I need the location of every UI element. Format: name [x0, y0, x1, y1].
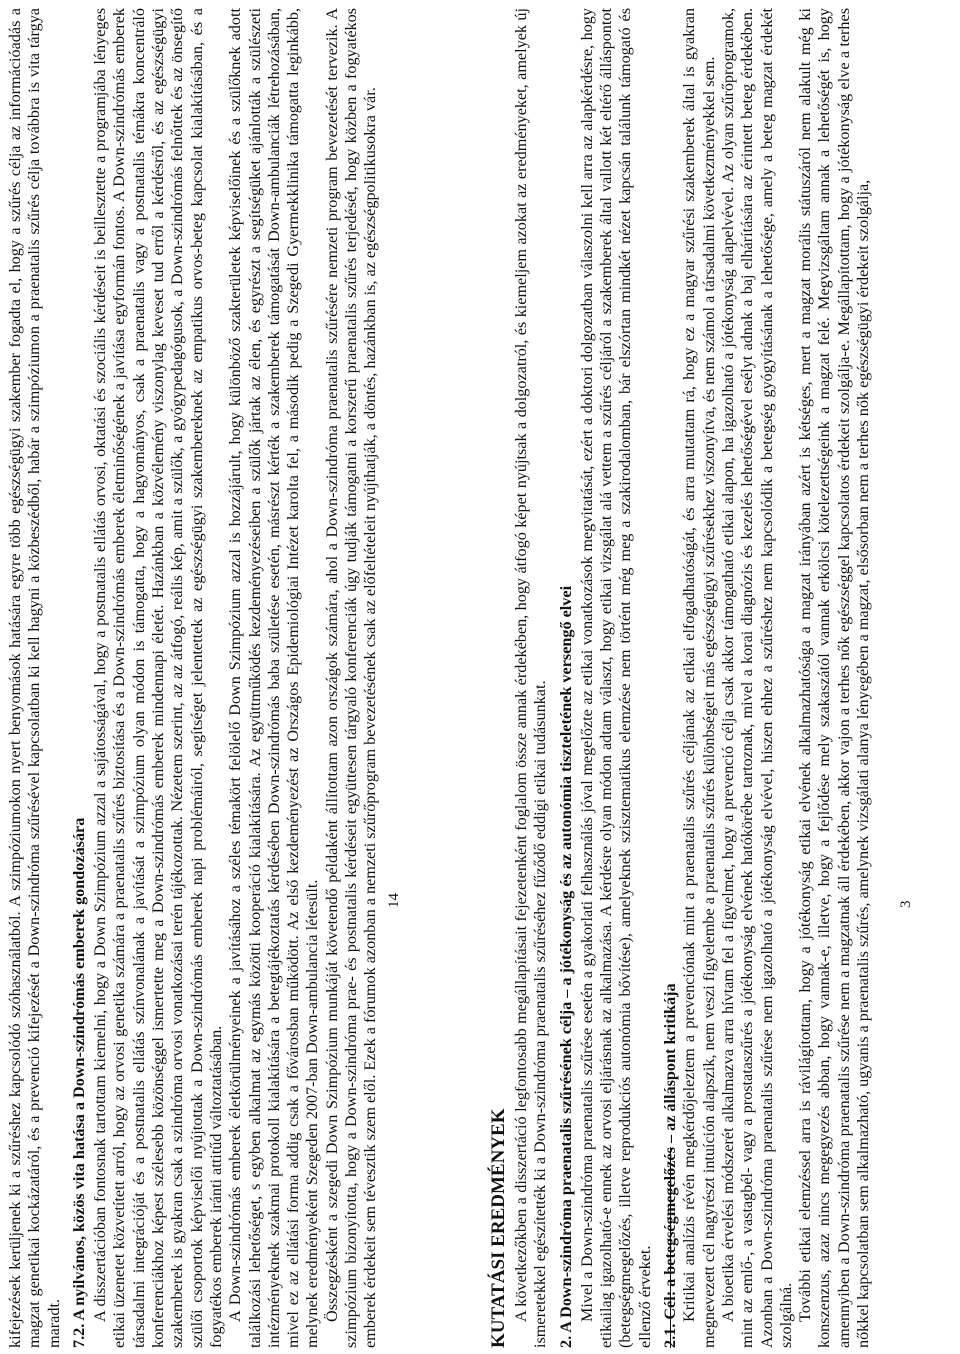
- section-heading-7-2: 7.2. A nyilvános, közös vita hatása a Down-szindrómás emberek gondozására: [69, 817, 88, 1348]
- section-heading-2: 2. A Down-szindróma praenatalis szűrésének célja – a jótékonyság és az autonómia tiszteletének versengő elvei: [556, 585, 575, 1348]
- right-paragraph-1: A következőkben a disszertáció legfontosabb megállapításait fejezetenként foglalom össze annak érdekében, hogy átfogó képet nyújtsak a dolgozatról, és kiemeljem azokat az eredményeket, amelyek új ismeretekkel egészítették ki a Down-szindróma praenatalis szűréséhez fűződő eddigi etikai tudásunkat.: [512, 8, 550, 1348]
- left-paragraph-1: A disszertációban fontosnak tartottam kiemelni, hogy a Down Szimpózium azzal a sajátosságával, hogy a postnatalis ellátás orvosi, oktatási és szociális kérdéseit is beillesztette a programjába lényeges etikai üzenetet közvetített arról, hogy az orvosi genetika számára a praenatalis szűrés biztosítása és a Down-szindrómás emberek életminőségének a javítása egyformán fontos. A Down-szindrómás emberek társadalmi integrációját és a postnatalis ellátás színvonalának a javítását a szimpózium olyan módon is támogatta, hogy a hagyományos, csak a praenatalis vagy a postnatalis témákra koncentráló konferenciákhoz képest szélesebb közönséggel ismertette meg a Down-szindrómás emberek mindennapi életét. Hazánkban a közvélemény viszonylag keveset tud erről a kérdésről, és az egészségügyi szakemberek is gyakran csak a szindróma orvosi vonatkozásai terén tájékozottak. Nézetem szerint, az az átfogó, reális kép, amit a szülők, a gyógypedagógusok, a Down-szindrómás felnőttek és az önsegítő szülői csoportok képviselői nyújtottak a Down-szindrómás emberek napi problémáiról, segítséget jelentettek az egészségügyi szakembereknek az empatikus orvos-beteg kapcsolat kialakításában, és a fogyatékos emberek iránti attitűd változtatásában.: [91, 8, 225, 1348]
- right-paragraph-4: A bioetika érvelési módszerét alkalmazva arra hívtam fel a figyelmet, hogy a prevenció célja csak akkor támogatható etikai alapon, ha igazolható a jótékonyság alapelvével. Az olyan szűrőprogramok, mint az emlő-, a vastagbél- vagy a prostataszűrés a jótékonyság elvének hatókörébe tartoznak, mivel a korai diagnózis és kezelés lehetőségével esélyt adnak a baj elhárítására az érintett beteg érdekében. Azonban a Down-szindróma praenatalis szűrése nem igazolható a jótékonyság elvével, hiszen ehhez a szűréshez nem kapcsolódik a betegség gyógyításának a lehetősége, amely a beteg magzat érdekét szolgálná.: [718, 8, 795, 1348]
- section-heading-2-1-rest: – az álláspont kritikája: [661, 983, 680, 1148]
- page-number-left: 14: [386, 893, 402, 908]
- left-page-content: [6, 8, 444, 1348]
- right-page: [480, 0, 960, 1354]
- left-paragraph-3: Összegzésként a szegedi Down Szimpózium munkáját követendő példaként állítottam azon országok számára, ahol a Down-szindróma praenatalis szűrésére nemzeti program bevezetését tervezik. A szimpózium bizonyította, hogy a Down-szindróma prae- és postnatalis kérdéseit együttesen tárgyaló konferenciák úgy tudják támogatni a korszerű praenatalis szűrés terjedését, hogy közben a fogyatékos emberek érdekeit sem tévesztik szem elől. Ezek a fórumok azonban a nemzeti szűrőprogram bevezetésének csak az előfeltételeit nyújthatják, a döntés, hazánkban is, az egészségpolitikusokra vár.: [322, 8, 380, 1348]
- section-heading-2-1-struck: 2.1. Cél: a betegségmegelőzés: [661, 1147, 680, 1348]
- section-heading-2-1: [661, 8, 680, 1348]
- right-paragraph-5: További etikai elemzéssel arra is rávilágítottam, hogy a jótékonyság etikai elvének alkalmazhatósága a magzat irányában azért is kétséges, mert a magzat morális státuszáról nem alakult még ki konszenzus, azaz nincs megegyezés abban, hogy vannak-e, illetve, hogy a fejlődése mely szakaszától vannak erkölcsi kötelezettségeink a magzat felé. Megvizsgáltam annak a lehetőségét is, hogy amennyiben a Down-szindróma praenatalis szűrése nem a magzatnak áll érdekében, akkor vajon a terhes nők egészséggel kapcsolatos érdekeit szolgálja-e. Megállapítottam, hogy a jótékonyság elve a terhes nőkkel kapcsolatban sem alkalmazható, ugyanis a praenatalis szűrés, amelynek vizsgálati alanya lényegében a magzat, elsősorban nem a terhes nők egészségügyi érdekeit szolgálja,: [796, 8, 873, 1348]
- page-number-right: 3: [898, 900, 914, 908]
- left-intro-paragraph: kifejezések kerüljenek ki a szűréshez kapcsolódó szóhasználatból. A szimpóziumokon nyert benyomások hatására egyre több egészségügyi szakember fogadta el, hogy a szűrés célja az információadás a magzat genetikai kockázatáról, és a prevenció kifejezését a Down-szindróma szűrésével kapcsolatban ki kell hagyni a közbeszédből, habár a szimpóziumon a praenatalis szűrés célja továbbra is vita tárgya maradt.: [6, 8, 63, 1348]
- left-paragraph-2: A Down-szindrómás emberek életkörülményeinek a javításához a széles témakört felölelő Down Szimpózium azzal is hozzájárult, hogy különböző szakterületek képviselőinek és a szülőknek adott találkozási lehetőséget, s egyben alkalmat az egymás közötti kooperáció kialakítására. Az együttműködés kezdeményezéseiben a szülők jártak az élen, és egyrészt a segítségüket ajánlották a szülészeti intézményeknek szakmai protokoll kialakítására a betegtájékoztatás kérdésében Down-szindrómás baba születése esetén, másrészt kérték a szakemberek támogatását Down-ambulanciák létrehozásában, mivel ez az ellátási forma addig csak a fővárosban működött. Az első kezdeményezést az Országos Epidemiológiai Intézet karolta fel, a második pedig a Szegedi Gyermekklinika támogatta leginkább, melynek eredményeként Szegeden 2007-ban Down-ambulancia létesült.: [226, 8, 322, 1348]
- right-paragraph-3: Kritikai analízis révén megkérdőjeleztem a prevenciónak mint a praenatalis szűrés céljának az etikai elfogadhatóságát, és arra mutattam rá, hogy ez a magyar szűrési szakemberek által is gyakran megnevezett cél nagyrészt intuíción alapszik, nem veszi figyelembe a praenatalis szűrés különbségeit más egészségügyi szűrésekhez viszonyítva, és nem számol a társadalmi következményekkel sem.: [680, 8, 718, 1348]
- chapter-heading-kutatasi-eredmenyek: KUTATÁSI EREDMÉNYEK: [488, 1108, 509, 1348]
- right-paragraph-2: Mivel a Down-szindróma praenatalis szűrése esetén a gyakorlati felhasználás jóval megelőzte az etikai vonatkozások megvitatását, ezért a doktori dolgozatban válaszolni kell arra az alapkérdésre, hogy etikailag igazolható-e ennek az orvosi eljárásnak az alkalmazása. A kérdésre olyan módon adtam választ, hogy etikai vizsgálat alá vettem a szűrés céljáról a szakemberek által vallott két eltérő álláspontot (betegségmegelőzés, illetve reprodukciós autonómia bővítése), amelyeknek szisztematikus elemzése nem történt még meg a szakirodalomban, bár elszórtan mindkét nézet kapcsán találunk támogató és ellenző érveket.: [577, 8, 654, 1348]
- right-page-content: [488, 8, 928, 1348]
